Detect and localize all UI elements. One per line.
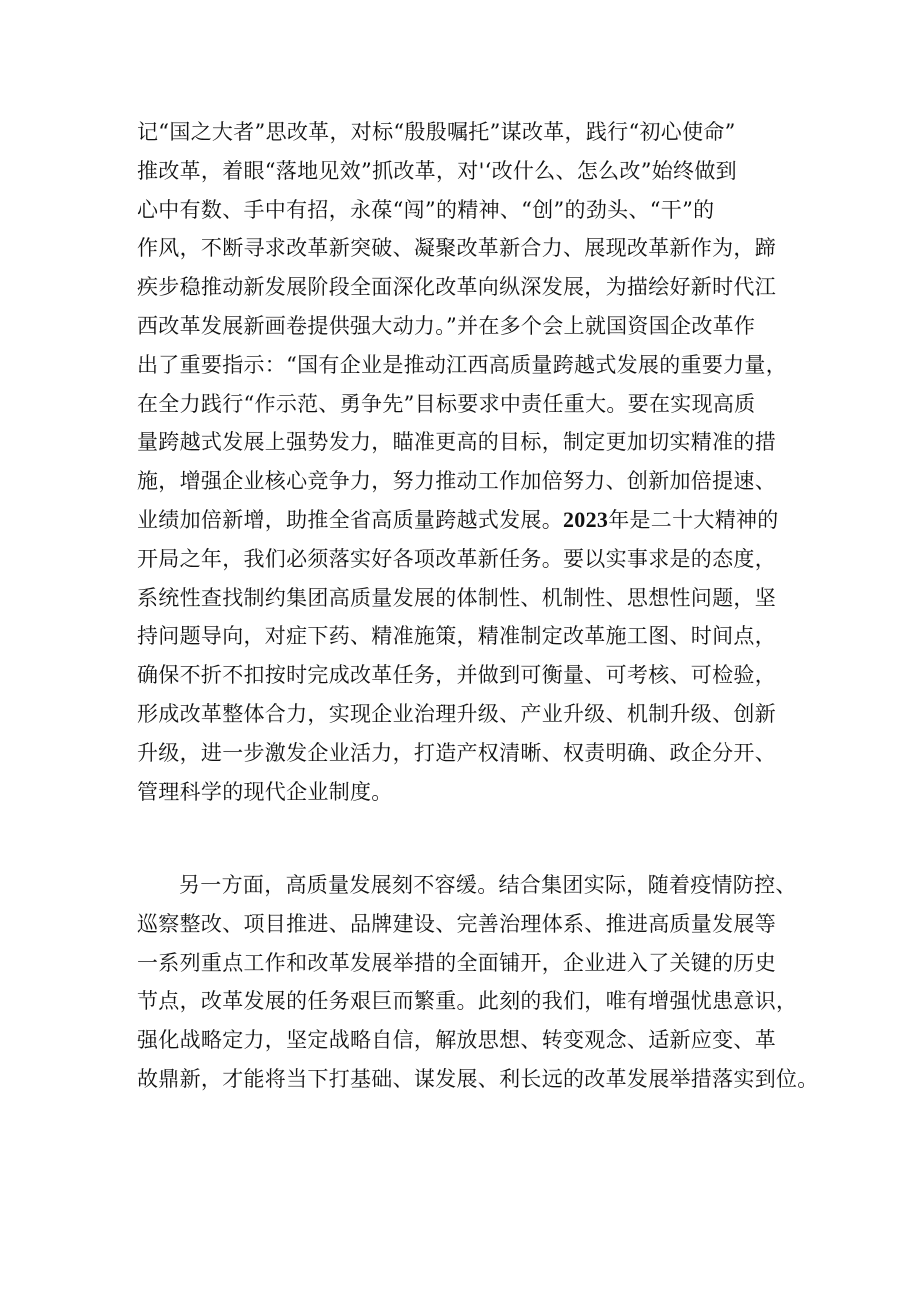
paragraph-2 <box>137 866 819 1099</box>
paragraph-1 <box>137 113 797 811</box>
text-line <box>137 501 797 540</box>
text-line: 疾步稳推动新发展阶段全面深化改革向纵深发展，为描绘好新时代江 <box>137 275 776 300</box>
text-line: 心中有数、手中有招，永葆“闯”的精神、“创”的劲头、“干”的 <box>137 197 715 222</box>
text-line: 在全力践行“作示范、勇争先”目标要求中责任重大。要在实现高质 <box>137 391 756 416</box>
text-line: 确保不折不扣按时完成改革任务，并做到可衡量、可考核、可检验， <box>137 663 776 688</box>
text-line: 形成改革整体合力，实现企业治理升级、产业升级、机制升级、创新 <box>137 701 776 726</box>
text-line: 故鼎新，才能将当下打基础、谋发展、利长远的改革发展举措落实到位。 <box>137 1066 819 1091</box>
text-line: 强化战略定力，坚定战略自信，解放思想、转变观念、适新应变、革 <box>137 1028 776 1053</box>
text-line: 一系列重点工作和改革发展举措的全面铺开，企业进入了关键的历史 <box>137 950 776 975</box>
text-line: 开局之年，我们必须落实好各项改革新任务。要以实事求是的态度， <box>137 546 776 571</box>
year-highlight: 2023 <box>563 506 609 532</box>
text-line: 节点，改革发展的任务艰巨而繁重。此刻的我们，唯有增强忧患意识， <box>137 989 798 1014</box>
text-line: 作风，不断寻求改革新突破、凝聚改革新合力、展现改革新作为，蹄 <box>137 236 776 261</box>
text-line: 升级，进一步激发企业活力，打造产权清晰、权责明确、政企分开、 <box>137 740 776 765</box>
text-line: 巡察整改、项目推进、品牌建设、完善治理体系、推进高质量发展等 <box>137 911 776 936</box>
text-line: 持问题导向，对症下药、精准施策，精准制定改革施工图、时间点， <box>137 624 776 649</box>
text-line: 施，增强企业核心竞争力，努力推动工作加倍努力、创新加倍提速、 <box>137 469 776 494</box>
text-line: 出了重要指示：“国有企业是推动江西高质量跨越式发展的重要力量， <box>137 352 788 377</box>
text-line: 量跨越式发展上强势发力，瞄准更高的目标，制定更加切实精准的措 <box>137 430 776 455</box>
text-line: 管理科学的现代企业制度。 <box>137 779 393 804</box>
text-line: 另一方面，高质量发展刻不容缓。结合集团实际，随着疫情防控、 <box>179 873 797 897</box>
text-line: 系统性查找制约集团高质量发展的体制性、机制性、思想性问题，坚 <box>137 585 776 610</box>
text-line: 西改革发展新画卷提供强大动力。”并在多个会上就国资国企改革作 <box>137 313 756 338</box>
text-line: 记“国之大者”思改革，对标“殷殷嘱托”谋改革，践行“初心使命” <box>137 120 736 144</box>
text-segment: 业绩加倍新增，助推全省高质量跨越式发展。 <box>137 507 563 532</box>
text-line: 推改革，着眼“落地见效”抓改革，对'‘改什么、怎么改”始终做到 <box>137 158 737 183</box>
text-segment: 年是二十大精神的 <box>608 507 779 532</box>
